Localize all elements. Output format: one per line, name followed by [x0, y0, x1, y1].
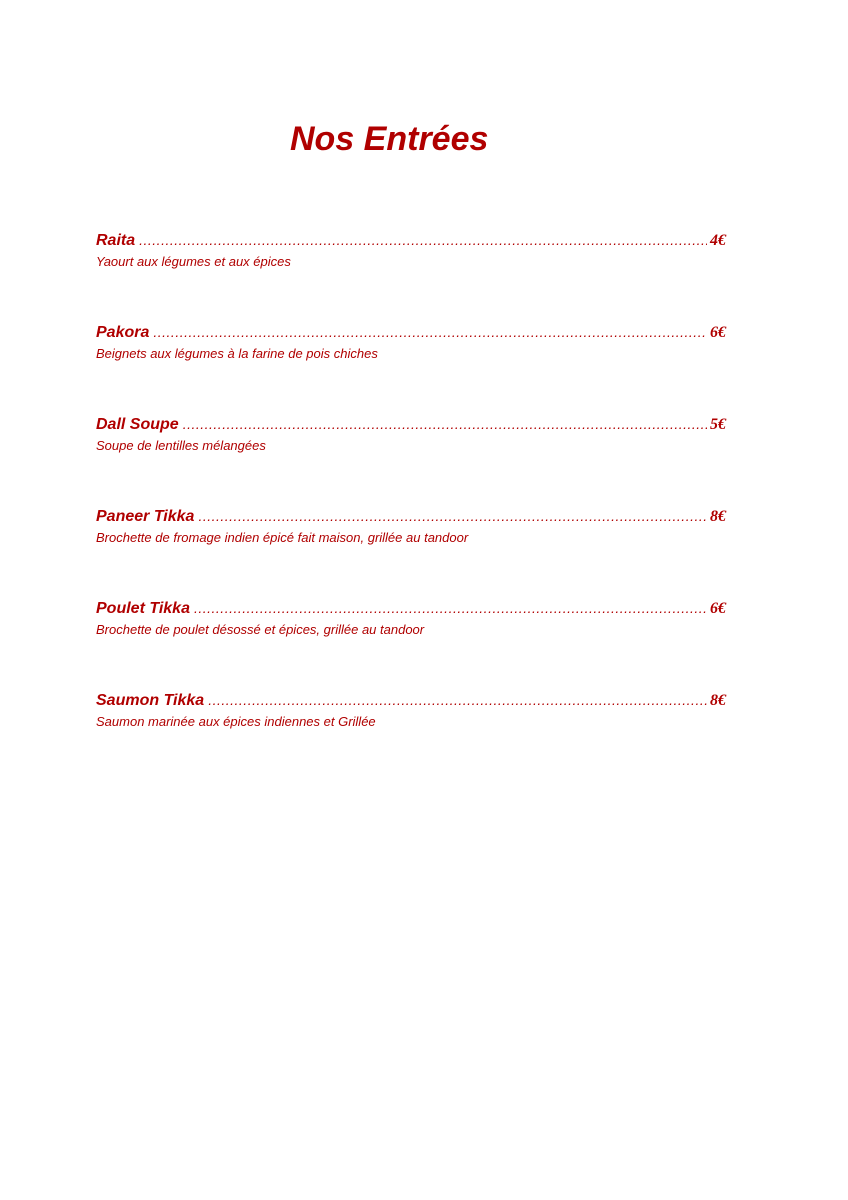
menu-item-price: 8€ — [710, 692, 726, 709]
menu-list — [96, 228, 726, 780]
menu-item — [96, 596, 726, 688]
dot-leader — [194, 596, 707, 620]
dot-leader — [139, 228, 707, 252]
menu-item-line — [96, 320, 726, 344]
menu-item-line — [96, 412, 726, 436]
menu-item-line — [96, 688, 726, 712]
menu-item — [96, 504, 726, 596]
menu-item-price: 6€ — [710, 600, 726, 617]
menu-item-line — [96, 228, 726, 252]
menu-item — [96, 320, 726, 412]
menu-item-name: Dall Soupe — [96, 416, 179, 433]
page-title: Nos Entrées — [290, 120, 489, 158]
menu-item-name: Raita — [96, 232, 136, 249]
menu-item-line — [96, 504, 726, 528]
menu-item-description: Soupe de lentilles mélangées — [96, 438, 266, 453]
menu-item-description: Brochette de poulet désossé et épices, grillée au tandoor — [96, 622, 425, 637]
menu-item — [96, 412, 726, 504]
dot-leader — [153, 320, 707, 344]
menu-item — [96, 228, 726, 320]
menu-item-description: Yaourt aux légumes et aux épices — [96, 254, 291, 269]
menu-item-price: 4€ — [710, 232, 726, 249]
menu-item-name: Saumon Tikka — [96, 692, 205, 709]
menu-item-name: Paneer Tikka — [96, 508, 195, 525]
dot-leader — [208, 688, 707, 712]
menu-item-description: Brochette de fromage indien épicé fait maison, grillée au tandoor — [96, 530, 469, 545]
dot-leader — [183, 412, 707, 436]
menu-item-description: Saumon marinée aux épices indiennes et Grillée — [96, 714, 376, 729]
dot-leader — [198, 504, 707, 528]
menu-item-price: 6€ — [710, 324, 726, 341]
menu-item-line — [96, 596, 726, 620]
menu-item-description: Beignets aux légumes à la farine de pois chiches — [96, 346, 378, 361]
menu-item-price: 5€ — [710, 416, 726, 433]
menu-item-name: Poulet Tikka — [96, 600, 190, 617]
menu-item — [96, 688, 726, 780]
menu-item-price: 8€ — [710, 508, 726, 525]
menu-item-name: Pakora — [96, 324, 150, 341]
